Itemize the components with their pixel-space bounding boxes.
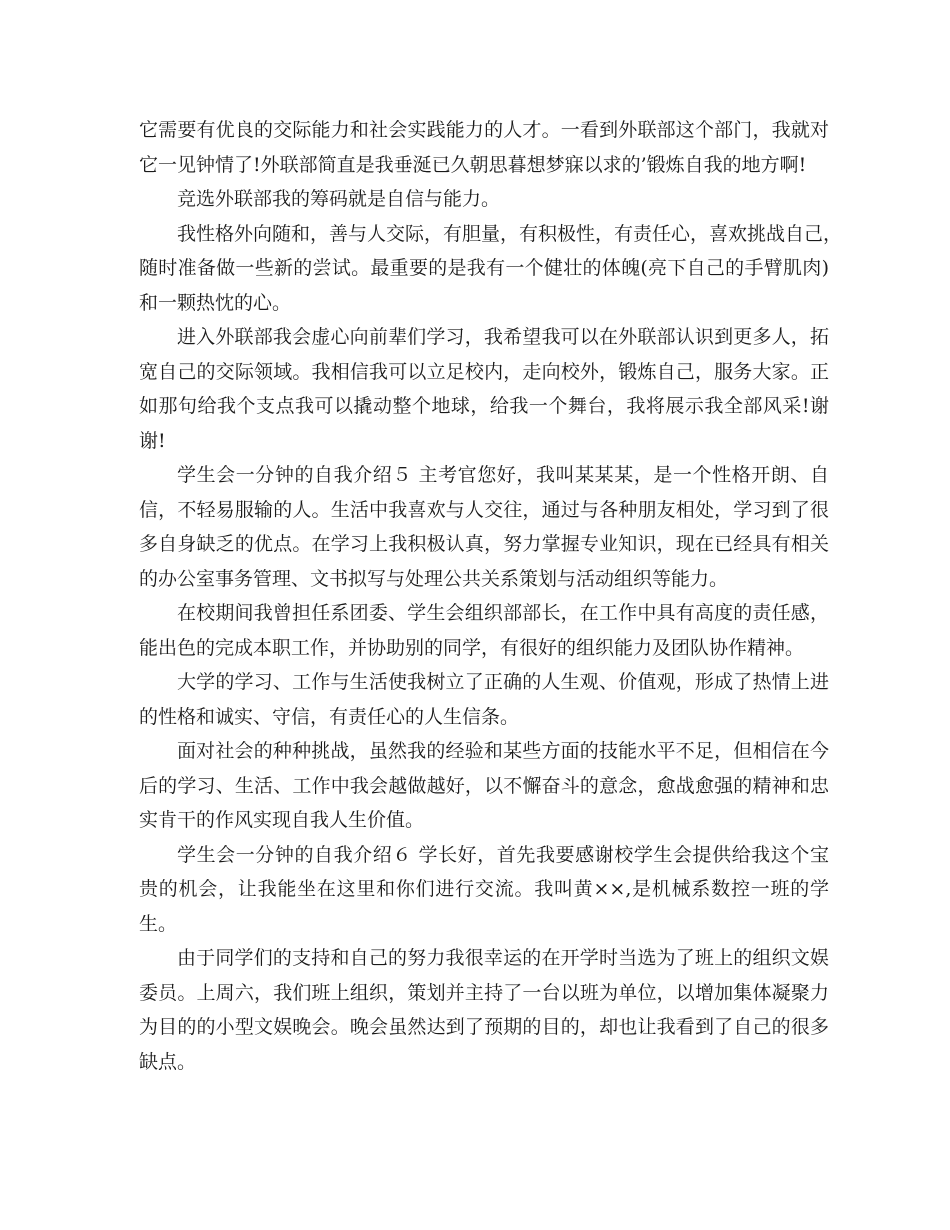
text-line: 我性格外向随和，善与人交际，有胆量，有积极性，有责任心，喜欢挑战自己， — [177, 222, 843, 245]
text-line: 学生会一分钟的自我介绍５ 主考官您好，我叫某某某，是一个性格开朗、自 — [177, 464, 829, 486]
text-line: 信，不轻易服输的人。生活中我喜欢与人交往，通过与各种朋友相处，学习到了很 — [139, 498, 829, 521]
text-line: 宽自己的交际领域。我相信我可以立足校内，走向校外，锻炼自己，服务大家。正 — [139, 360, 829, 383]
paragraph — [139, 320, 829, 458]
text-line: 能出色的完成本职工作，并协助别的同学，有很好的组织能力及团队协作精神。 — [139, 636, 805, 659]
text-line: 和一颗热忱的心。 — [139, 291, 292, 314]
text-line: 委员。上周六，我们班上组织，策划并主持了一台以班为单位，以增加集体凝聚力 — [139, 981, 829, 1004]
paragraph — [139, 182, 829, 217]
paragraph — [139, 458, 829, 596]
text-line: 由于同学们的支持和自己的努力我很幸运的在开学时当选为了班上的组织文娱 — [177, 947, 829, 969]
text-line: 多自身缺乏的优点。在学习上我积极认真，努力掌握专业知识，现在已经具有相关 — [139, 533, 829, 555]
text-line: 学生会一分钟的自我介绍６ 学长好，首先我要感谢校学生会提供给我这个宝 — [177, 843, 829, 866]
text-line: 生。 — [139, 912, 178, 935]
paragraph — [139, 217, 843, 321]
text-line: 谢! — [139, 429, 166, 452]
paragraph — [139, 665, 829, 734]
document-page — [139, 113, 843, 1079]
text-line: 随时准备做一些新的尝试。最重要的是我有一个健壮的体魄(亮下自己的手臂肌肉) — [139, 257, 829, 279]
text-line: 面对社会的种种挑战，虽然我的经验和某些方面的技能水平不足，但相信在今 — [177, 740, 829, 762]
text-line: 实肯干的作风实现自我人生价值。 — [139, 809, 425, 831]
text-line: 进入外联部我会虚心向前辈们学习，我希望我可以在外联部认识到更多人，拓 — [177, 326, 829, 348]
text-line: 在校期间我曾担任系团委、学生会组织部部长，在工作中具有高度的责任感， — [177, 602, 829, 624]
text-line: 贵的机会，让我能坐在这里和你们进行交流。我叫黄××,是机械系数控一班的学 — [139, 878, 829, 900]
text-line: 它需要有优良的交际能力和社会实践能力的人才。一看到外联部这个部门，我就对 — [139, 119, 829, 141]
paragraph — [139, 596, 829, 665]
text-line: 如那句给我个支点我可以撬动整个地球，给我一个舞台，我将展示我全部风采!谢 — [139, 395, 829, 417]
paragraph — [139, 941, 829, 1079]
paragraph — [139, 734, 829, 838]
text-line: 竞选外联部我的筹码就是自信与能力。 — [177, 188, 501, 210]
paragraph — [139, 838, 829, 942]
text-line: 缺点。 — [139, 1050, 197, 1073]
text-line: 为目的的小型文娱晚会。晚会虽然达到了预期的目的，却也让我看到了自己的很多 — [139, 1016, 829, 1038]
text-line: 后的学习、生活、工作中我会越做越好，以不懈奋斗的意念，愈战愈强的精神和忠 — [139, 774, 829, 797]
text-line: 的性格和诚实、守信，有责任心的人生信条。 — [139, 705, 520, 728]
text-line: 的办公室事务管理、文书拟写与处理公共关系策划与活动组织等能力。 — [139, 567, 729, 590]
text-line: 它一见钟情了!外联部简直是我垂涎已久朝思暮想梦寐以求的’锻炼自我的地方啊! — [139, 153, 807, 176]
text-line: 大学的学习、工作与生活使我树立了正确的人生观、价值观，形成了热情上进 — [177, 671, 829, 693]
paragraph — [139, 113, 829, 182]
